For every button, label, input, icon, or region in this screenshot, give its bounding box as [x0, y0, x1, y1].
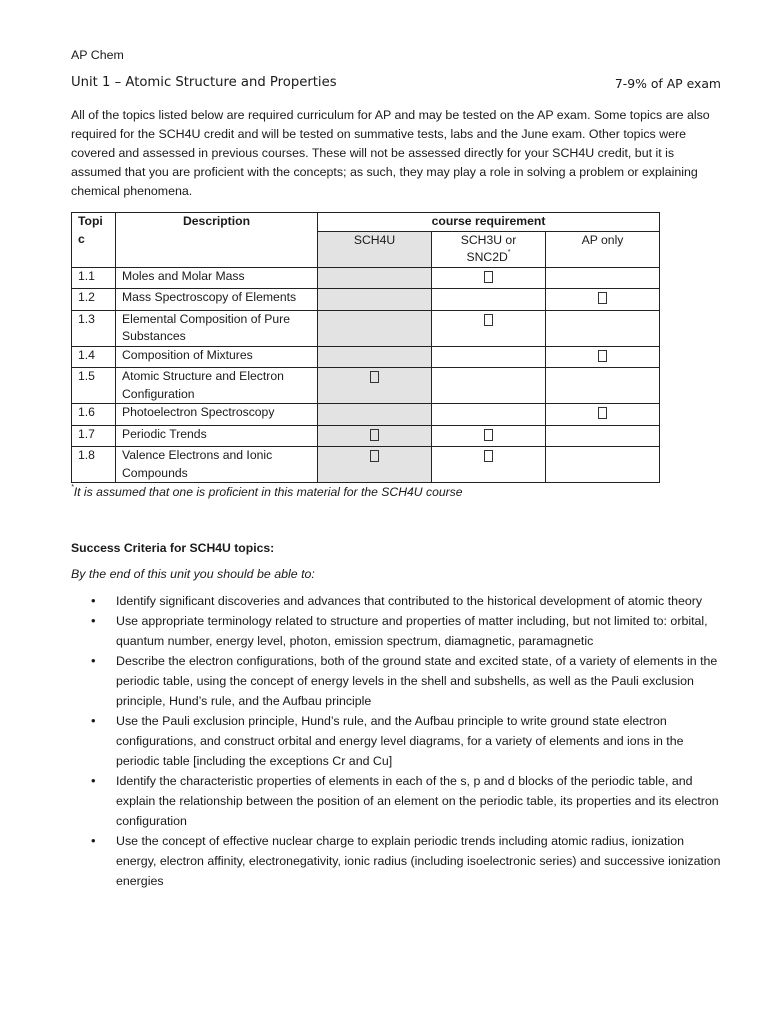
success-criteria-heading: Success Criteria for SCH4U topics:: [71, 541, 275, 555]
table-row: [72, 267, 660, 289]
unit-header: [71, 75, 723, 97]
list-item: [91, 831, 723, 891]
sch3u-header: SCH3U or SNC2D: [460, 232, 517, 264]
sch3u-cell: [432, 368, 546, 404]
ap-cell: [546, 289, 660, 311]
ap-cell: [546, 425, 660, 447]
sch4u-cell: [318, 447, 432, 483]
checkbox-icon: [484, 314, 493, 326]
course-name: AP Chem: [71, 48, 124, 62]
topic-number: 1.2: [72, 289, 116, 311]
sch4u-cell: [318, 368, 432, 404]
ap-cell: [546, 267, 660, 289]
footnote-marker: *: [71, 484, 74, 491]
ap-cell: [546, 447, 660, 483]
sch3u-cell: [432, 447, 546, 483]
sch3u-cell: [432, 267, 546, 289]
criteria-text: Use appropriate terminology related to structure and properties of matter including, but not limited to: orbital, quantum number, energy level, photon, emission spectrum, diamagnetic, paramagnetic: [116, 614, 708, 648]
table-row: [72, 289, 660, 311]
bullet-icon: •: [91, 653, 96, 668]
bullet-icon: •: [91, 613, 96, 628]
table-row: [72, 425, 660, 447]
success-criteria-list: [71, 591, 723, 891]
sch3u-cell: [432, 346, 546, 368]
sch3u-header-cell: [432, 231, 546, 267]
table-body: [72, 267, 660, 483]
success-criteria-intro: By the end of this unit you should be able to:: [71, 567, 315, 581]
table-row: [72, 404, 660, 426]
sch4u-cell: [318, 310, 432, 346]
criteria-text: Use the Pauli exclusion principle, Hund’s rule, and the Aufbau principle to write ground state electron configurations, and construct orbital and energy level diagrams, for a variety of elements and ions in the periodic table [including the exceptions Cr and Cu]: [116, 714, 684, 768]
ap-cell: [546, 346, 660, 368]
table-row: [72, 368, 660, 404]
topic-number: 1.5: [72, 368, 116, 404]
sch4u-cell: [318, 289, 432, 311]
list-item: [91, 651, 723, 711]
checkbox-icon: [598, 407, 607, 419]
ap-cell: [546, 404, 660, 426]
sch4u-cell: [318, 267, 432, 289]
intro-paragraph: All of the topics listed below are required curriculum for AP and may be tested on the AP exam. Some topics are also required for the SCH4U credit and will be tested on summative tests, labs and the June exam. Other topics were covered and assessed in previous courses. These will not be assessed directly for your SCH4U credit, but it is assumed that you are proficient with the concepts; as such, they may play a role in solving a problem or explaining chemical phenomena.: [71, 108, 710, 198]
criteria-text: Use the concept of effective nuclear charge to explain periodic trends including atomic radius, ionization energy, electron affinity, electronegativity, ionic radius (including isoelectronic series) and successive ionization energies: [116, 834, 721, 888]
unit-title: Unit 1 – Atomic Structure and Properties: [71, 75, 337, 90]
table-row: [72, 447, 660, 483]
checkbox-icon: [484, 429, 493, 441]
description-header: Description: [116, 213, 318, 268]
table-footnote: [71, 484, 723, 500]
checkbox-icon: [370, 371, 379, 383]
list-item: [91, 771, 723, 831]
topic-number: 1.4: [72, 346, 116, 368]
checkbox-icon: [598, 350, 607, 362]
table-row: [72, 346, 660, 368]
list-item: [91, 591, 723, 611]
table-header-row: [72, 213, 660, 232]
topic-number: 1.1: [72, 267, 116, 289]
checkbox-icon: [598, 292, 607, 304]
topic-description: Atomic Structure and Electron Configuration: [116, 368, 318, 404]
exam-weight: 7-9% of AP exam: [614, 76, 721, 91]
topic-description: Moles and Molar Mass: [116, 267, 318, 289]
bullet-icon: •: [91, 713, 96, 728]
criteria-text: Identify the characteristic properties of elements in each of the s, p and d blocks of the periodic table, and explain the relationship between the position of an element on the periodic table, its properties and its electron configuration: [116, 774, 719, 828]
topic-requirements-table: [71, 212, 660, 483]
bullet-icon: •: [91, 833, 96, 848]
topic-description: Mass Spectroscopy of Elements: [116, 289, 318, 311]
ap-only-header: AP only: [546, 231, 660, 267]
list-item: [91, 611, 723, 651]
topic-description: Composition of Mixtures: [116, 346, 318, 368]
checkbox-icon: [484, 271, 493, 283]
bullet-icon: •: [91, 773, 96, 788]
document-page: [71, 46, 723, 891]
topic-description: Photoelectron Spectroscopy: [116, 404, 318, 426]
topic-number: 1.3: [72, 310, 116, 346]
ap-cell: [546, 310, 660, 346]
checkbox-icon: [370, 450, 379, 462]
sch4u-header: SCH4U: [318, 231, 432, 267]
footnote-text: It is assumed that one is proficient in this material for the SCH4U course: [73, 485, 463, 499]
sch4u-cell: [318, 346, 432, 368]
bullet-icon: •: [91, 593, 96, 608]
criteria-text: Describe the electron configurations, both of the ground state and excited state, of a variety of elements in the periodic table, using the concept of energy levels in the shell and subshells, as well as the Pauli exclusion principle, Hund’s rule, and the Aufbau principle: [116, 654, 718, 708]
sch4u-cell: [318, 404, 432, 426]
topic-header: Topic: [72, 213, 116, 268]
sch3u-cell: [432, 404, 546, 426]
checkbox-icon: [484, 450, 493, 462]
sch3u-cell: [432, 310, 546, 346]
ap-cell: [546, 368, 660, 404]
criteria-text: Identify significant discoveries and advances that contributed to the historical development of atomic theory: [116, 594, 703, 608]
course-requirement-header: course requirement: [318, 213, 660, 232]
topic-number: 1.6: [72, 404, 116, 426]
topic-description: Elemental Composition of Pure Substances: [116, 310, 318, 346]
sch3u-cell: [432, 289, 546, 311]
checkbox-icon: [370, 429, 379, 441]
sch3u-footnote-marker: *: [507, 249, 511, 256]
sch4u-cell: [318, 425, 432, 447]
topic-description: Periodic Trends: [116, 425, 318, 447]
topic-number: 1.7: [72, 425, 116, 447]
topic-description: Valence Electrons and Ionic Compounds: [116, 447, 318, 483]
topic-number: 1.8: [72, 447, 116, 483]
table-row: [72, 310, 660, 346]
list-item: [91, 711, 723, 771]
sch3u-cell: [432, 425, 546, 447]
